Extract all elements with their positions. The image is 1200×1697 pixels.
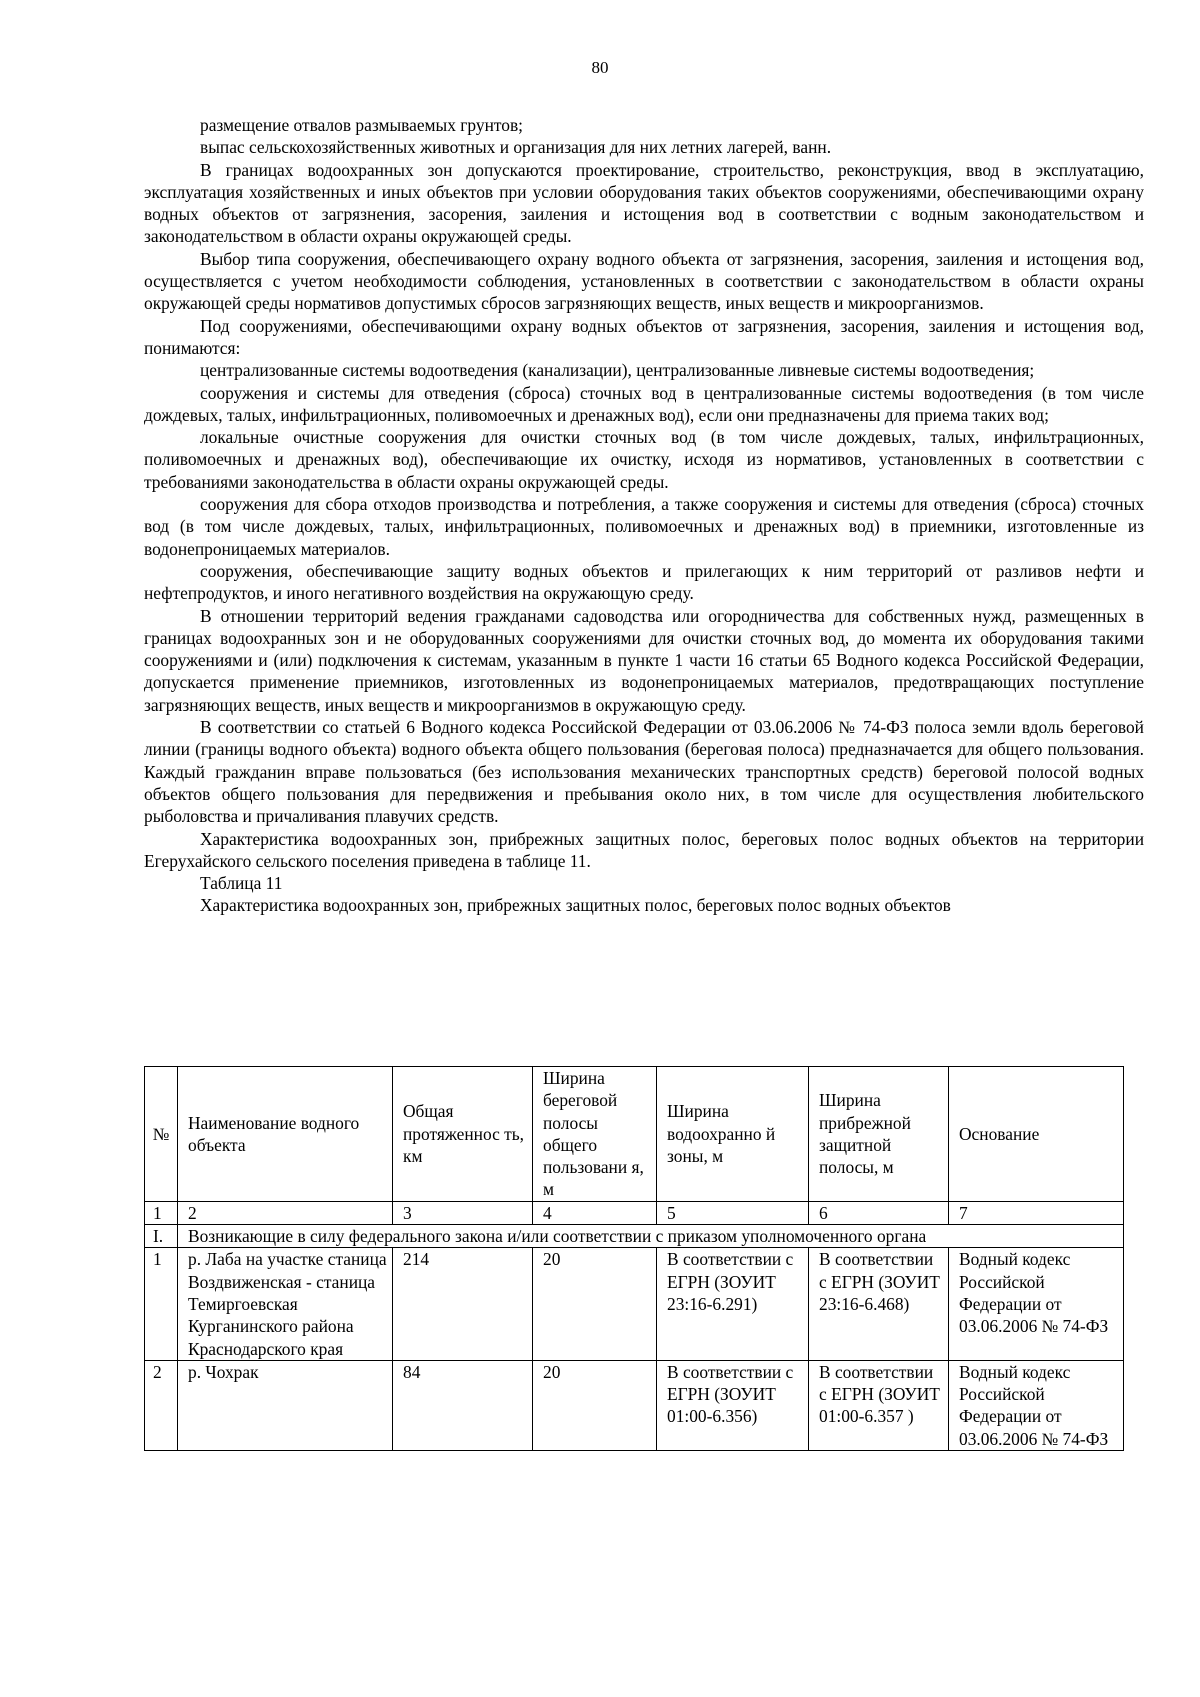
table-section-row xyxy=(145,1225,1124,1248)
index-cell: 7 xyxy=(949,1201,1124,1224)
header-cell: Ширина прибрежной защитной полосы, м xyxy=(809,1067,949,1202)
length-cell: 214 xyxy=(393,1248,533,1360)
basis-cell: Водный кодекс Российской Федерации от 03.06.2006 № 74-ФЗ xyxy=(949,1360,1124,1450)
paragraph: сооружения, обеспечивающие защиту водных объектов и прилегающих к ним территорий от разливов нефти и нефтепродуктов, и иного негативного воздействия на окружающую среду. xyxy=(144,560,1144,604)
water-body-name: р. Лаба на участке станица Воздвиженская - станица Темиргоевская Курганинского района Краснодарского края xyxy=(178,1248,393,1360)
index-cell: 2 xyxy=(178,1201,393,1224)
page-number: 80 xyxy=(591,58,609,77)
paragraph: В отношении территорий ведения гражданами садоводства или огородничества для собственных нужд, размещенных в границах водоохранных зон и не оборудованных сооружениями для очистки сточных вод, до момента их оборудования такими сооружениями и (или) подключения к системам, указанным в пункте 1 части 16 статьи 65 Водного кодекса Российской Федерации, допускается применение приемников, изготовленных из водонепроницаемых материалов, предотвращающих поступление загрязняющих веществ, иных веществ и микроорганизмов в окружающую среду. xyxy=(144,605,1144,715)
table-row xyxy=(145,1248,1124,1360)
header-cell: Основание xyxy=(949,1067,1124,1202)
protective-strip-cell: В соответствии с ЕГРН (ЗОУИТ 23:16-6.468) xyxy=(809,1248,949,1360)
table-label: Таблица 11 xyxy=(200,873,283,894)
body-text xyxy=(144,114,1144,917)
length-cell: 84 xyxy=(393,1360,533,1450)
table-header-row xyxy=(145,1067,1124,1202)
index-cell: 4 xyxy=(533,1201,657,1224)
paragraph: локальные очистные сооружения для очистки сточных вод (в том числе дождевых, талых, инфильтрационных, поливомоечных и дренажных вод), обеспечивающие их очистку, исходя из нормативов, установленных в соответствии с требованиями законодательства в области охраны окружающей среды. xyxy=(144,427,1144,492)
water-bodies-table xyxy=(144,1066,1124,1451)
water-protection-zone-cell: В соответствии с ЕГРН (ЗОУИТ 01:00-6.356) xyxy=(657,1360,809,1450)
header-cell: Наименование водного объекта xyxy=(178,1067,393,1202)
paragraph: Под сооружениями, обеспечивающими охрану водных объектов от загрязнения, засорения, заиления и истощения вод, понимаются: xyxy=(144,315,1144,358)
header-cell: Общая протяженнос ть, км xyxy=(393,1067,533,1202)
paragraph: Характеристика водоохранных зон, прибрежных защитных полос, береговых полос водных объектов на территории Егерухайского сельского поселения приведена в таблице 11. xyxy=(144,828,1144,871)
paragraph: выпас сельскохозяйственных животных и организация для них летних лагерей, ванн. xyxy=(200,137,832,158)
header-cell: Ширина береговой полосы общего пользовани я, м xyxy=(533,1067,657,1202)
header-cell: № xyxy=(145,1067,178,1202)
section-number: I. xyxy=(145,1225,178,1248)
paragraph: централизованные системы водоотведения (канализации), централизованные ливневые системы водоотведения; xyxy=(200,360,1035,381)
header-cell: Ширина водоохранно й зоны, м xyxy=(657,1067,809,1202)
section-title: Возникающие в силу федерального закона и/или соответствии с приказом уполномоченного органа xyxy=(178,1225,1124,1248)
paragraph: В соответствии со статьей 6 Водного кодекса Российской Федерации от 03.06.2006 № 74-ФЗ полоса земли вдоль береговой линии (границы водного объекта) водного объекта общего пользования (береговая полоса) предназначается для общего пользования. Каждый гражданин вправе пользоваться (без использования механических транспортных средств) береговой полосой водных объектов общего пользования для передвижения и пребывания около них, в том числе для осуществления любительского рыболовства и причаливания плавучих средств. xyxy=(144,717,1144,827)
basis-cell: Водный кодекс Российской Федерации от 03.06.2006 № 74-ФЗ xyxy=(949,1248,1124,1360)
paragraph: Выбор типа сооружения, обеспечивающего охрану водного объекта от загрязнения, засорения, заиления и истощения вод, осуществляется с учетом необходимости соблюдения, установленных в соответствии с законодательством в области охраны окружающей среды нормативов допустимых сбросов загрязняющих веществ, иных веществ и микроорганизмов. xyxy=(144,248,1144,314)
shore-width-cell: 20 xyxy=(533,1360,657,1450)
table-index-row xyxy=(145,1201,1124,1224)
paragraph: сооружения для сбора отходов производства и потребления, а также сооружения и системы для отведения (сброса) сточных вод (в том числе дождевых, талых, инфильтрационных, поливомоечных и дренажных вод) в приемники, изготовленные из водонепроницаемых материалов. xyxy=(144,494,1144,559)
table-row xyxy=(145,1360,1124,1450)
index-cell: 6 xyxy=(809,1201,949,1224)
table-title: Характеристика водоохранных зон, прибрежных защитных полос, береговых полос водных объектов xyxy=(200,895,951,916)
paragraph: размещение отвалов размываемых грунтов; xyxy=(200,115,523,135)
paragraph: сооружения и системы для отведения (сброса) сточных вод в централизованные системы водоотведения (в том числе дождевых, талых, инфильтрационных, поливомоечных и дренажных вод), если они предназначены для приема таких вод; xyxy=(144,382,1144,425)
row-number: 2 xyxy=(145,1360,178,1450)
water-body-name: р. Чохрак xyxy=(178,1360,393,1450)
index-cell: 1 xyxy=(145,1201,178,1224)
index-cell: 5 xyxy=(657,1201,809,1224)
shore-width-cell: 20 xyxy=(533,1248,657,1360)
water-protection-zone-cell: В соответствии с ЕГРН (ЗОУИТ 23:16-6.291) xyxy=(657,1248,809,1360)
paragraph: В границах водоохранных зон допускаются проектирование, строительство, реконструкция, ввод в эксплуатацию, эксплуатация хозяйственных и иных объектов при условии оборудования таких объектов сооружениями, обеспечивающими охрану водных объектов от загрязнения, засорения, заиления и истощения вод в соответствии с водным законодательством и законодательством в области охраны окружающей среды. xyxy=(144,159,1144,247)
protective-strip-cell: В соответствии с ЕГРН (ЗОУИТ 01:00-6.357 ) xyxy=(809,1360,949,1450)
row-number: 1 xyxy=(145,1248,178,1360)
index-cell: 3 xyxy=(393,1201,533,1224)
